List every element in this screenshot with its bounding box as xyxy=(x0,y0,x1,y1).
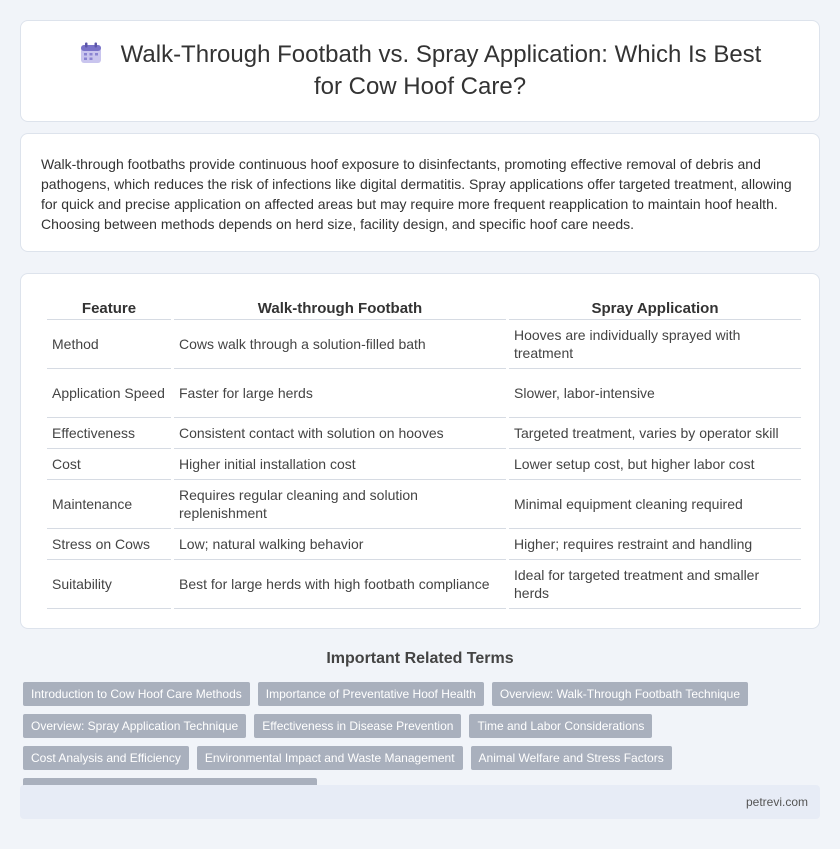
title-wrap xyxy=(21,21,819,121)
related-terms-list xyxy=(23,682,823,802)
cell-footbath: Best for large herds with high footbath compliance xyxy=(174,560,506,609)
related-term-tag[interactable]: Introduction to Cow Hoof Care Methods xyxy=(23,682,250,706)
cell-feature: Suitability xyxy=(47,560,171,609)
table-row xyxy=(47,369,801,418)
cell-spray: Higher; requires restraint and handling xyxy=(509,529,801,560)
table-row xyxy=(47,320,801,369)
page-title-text: Walk-Through Footbath vs. Spray Application: Which Is Best for Cow Hoof Care? xyxy=(120,41,762,100)
cell-footbath: Higher initial installation cost xyxy=(174,449,506,480)
header-spray: Spray Application xyxy=(509,296,801,320)
related-terms-heading: Important Related Terms xyxy=(326,650,514,667)
cell-footbath: Consistent contact with solution on hooves xyxy=(174,418,506,449)
related-term-tag[interactable]: Importance of Preventative Hoof Health xyxy=(258,682,484,706)
comparison-table-card xyxy=(20,273,820,629)
header-footbath: Walk-through Footbath xyxy=(174,296,506,320)
cell-footbath: Low; natural walking behavior xyxy=(174,529,506,560)
footer xyxy=(20,785,820,819)
table-row xyxy=(47,418,801,449)
cell-footbath: Faster for large herds xyxy=(174,369,506,418)
footer-site-link[interactable]: petrevi.com xyxy=(745,795,808,809)
related-term-tag[interactable]: Effectiveness in Disease Prevention xyxy=(254,714,461,738)
cell-spray: Lower setup cost, but higher labor cost xyxy=(509,449,801,480)
related-term-tag[interactable]: Environmental Impact and Waste Management xyxy=(197,746,463,770)
cell-spray: Minimal equipment cleaning required xyxy=(509,480,801,529)
related-term-tag[interactable]: Cost Analysis and Efficiency xyxy=(23,746,189,770)
table-row xyxy=(47,529,801,560)
calendar-icon xyxy=(79,41,103,65)
cell-spray: Targeted treatment, varies by operator skill xyxy=(509,418,801,449)
table-row xyxy=(47,480,801,529)
cell-feature: Stress on Cows xyxy=(47,529,171,560)
cell-feature: Cost xyxy=(47,449,171,480)
summary-card xyxy=(20,133,820,252)
cell-footbath: Requires regular cleaning and solution replenishment xyxy=(174,480,506,529)
related-term-tag[interactable]: Time and Labor Considerations xyxy=(469,714,652,738)
cell-feature: Method xyxy=(47,320,171,369)
title-card xyxy=(20,20,820,122)
table-row xyxy=(47,560,801,609)
related-term-tag[interactable]: Animal Welfare and Stress Factors xyxy=(471,746,672,770)
table-header-row xyxy=(47,296,801,320)
table-row xyxy=(47,449,801,480)
cell-feature: Maintenance xyxy=(47,480,171,529)
cell-feature: Effectiveness xyxy=(47,418,171,449)
page-title xyxy=(70,39,770,103)
cell-spray: Slower, labor-intensive xyxy=(509,369,801,418)
related-term-tag[interactable]: Overview: Walk-Through Footbath Technique xyxy=(492,682,748,706)
cell-feature: Application Speed xyxy=(47,369,171,418)
related-term-tag[interactable]: Overview: Spray Application Technique xyxy=(23,714,246,738)
header-feature: Feature xyxy=(47,296,171,320)
comparison-table xyxy=(44,296,804,609)
cell-footbath: Cows walk through a solution-filled bath xyxy=(174,320,506,369)
summary-text: Walk-through footbaths provide continuous hoof exposure to disinfectants, promoting effective removal of debris and pathogens, which reduces the risk of infections like digital dermatitis. Spray applications offer targeted treatment, allowing for quick and precise application on affected areas but may require more frequent reapplication to maintain hoof health. Choosing between methods depends on herd size, facility design, and specific hoof care needs. xyxy=(41,156,792,232)
cell-spray: Hooves are individually sprayed with treatment xyxy=(509,320,801,369)
cell-spray: Ideal for targeted treatment and smaller herds xyxy=(509,560,801,609)
